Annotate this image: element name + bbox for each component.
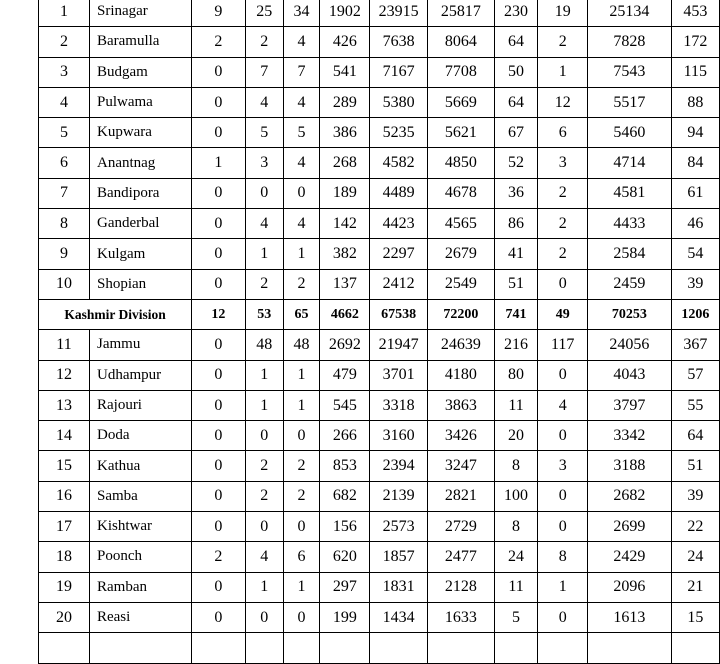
value-cell-3: 5 bbox=[283, 118, 319, 148]
value-cell-6: 1633 bbox=[427, 602, 494, 632]
value-cell-3: 1 bbox=[283, 239, 319, 269]
value-cell-5: 5380 bbox=[370, 87, 427, 117]
empty-cell bbox=[494, 633, 537, 663]
value-cell-6: 72200 bbox=[427, 299, 494, 329]
value-cell-5: 4423 bbox=[370, 209, 427, 239]
value-cell-3: 0 bbox=[283, 178, 319, 208]
value-cell-3: 7 bbox=[283, 57, 319, 87]
value-cell-5: 2573 bbox=[370, 512, 427, 542]
value-cell-2: 25 bbox=[245, 0, 283, 27]
value-cell-1: 0 bbox=[192, 451, 246, 481]
value-cell-10: 15 bbox=[671, 602, 719, 632]
district-name-cell: Rajouri bbox=[89, 390, 191, 420]
value-cell-4: 297 bbox=[320, 572, 370, 602]
district-name-cell: Kulgam bbox=[89, 239, 191, 269]
empty-cell bbox=[283, 633, 319, 663]
value-cell-1: 0 bbox=[192, 421, 246, 451]
value-cell-5: 7167 bbox=[370, 57, 427, 87]
table-row bbox=[39, 57, 720, 87]
value-cell-2: 2 bbox=[245, 451, 283, 481]
value-cell-5: 2412 bbox=[370, 269, 427, 299]
value-cell-7: 50 bbox=[494, 57, 537, 87]
value-cell-7: 11 bbox=[494, 572, 537, 602]
value-cell-8: 2 bbox=[538, 178, 588, 208]
value-cell-4: 545 bbox=[320, 390, 370, 420]
value-cell-3: 4 bbox=[283, 148, 319, 178]
value-cell-10: 367 bbox=[671, 330, 719, 360]
value-cell-1: 0 bbox=[192, 209, 246, 239]
value-cell-1: 0 bbox=[192, 481, 246, 511]
value-cell-6: 5669 bbox=[427, 87, 494, 117]
value-cell-3: 4 bbox=[283, 209, 319, 239]
value-cell-6: 4678 bbox=[427, 178, 494, 208]
value-cell-5: 3701 bbox=[370, 360, 427, 390]
value-cell-1: 0 bbox=[192, 330, 246, 360]
value-cell-3: 2 bbox=[283, 269, 319, 299]
table-row bbox=[39, 269, 720, 299]
value-cell-1: 12 bbox=[192, 299, 246, 329]
value-cell-2: 2 bbox=[245, 481, 283, 511]
serial-number-cell: 8 bbox=[39, 209, 90, 239]
value-cell-5: 2139 bbox=[370, 481, 427, 511]
division-summary-row bbox=[39, 299, 720, 329]
value-cell-1: 0 bbox=[192, 87, 246, 117]
value-cell-1: 0 bbox=[192, 360, 246, 390]
district-data-table bbox=[38, 0, 720, 664]
value-cell-5: 4582 bbox=[370, 148, 427, 178]
table-row bbox=[39, 360, 720, 390]
empty-cell bbox=[370, 633, 427, 663]
district-name-cell: Shopian bbox=[89, 269, 191, 299]
value-cell-4: 137 bbox=[320, 269, 370, 299]
division-name-cell: Kashmir Division bbox=[39, 299, 192, 329]
serial-number-cell: 7 bbox=[39, 178, 90, 208]
value-cell-7: 64 bbox=[494, 27, 537, 57]
serial-number-cell: 1 bbox=[39, 0, 90, 27]
value-cell-7: 64 bbox=[494, 87, 537, 117]
table-row bbox=[39, 542, 720, 572]
value-cell-9: 3797 bbox=[588, 390, 671, 420]
value-cell-9: 24056 bbox=[588, 330, 671, 360]
value-cell-5: 2297 bbox=[370, 239, 427, 269]
value-cell-10: 22 bbox=[671, 512, 719, 542]
value-cell-5: 21947 bbox=[370, 330, 427, 360]
value-cell-9: 3342 bbox=[588, 421, 671, 451]
value-cell-2: 1 bbox=[245, 239, 283, 269]
value-cell-2: 3 bbox=[245, 148, 283, 178]
value-cell-3: 0 bbox=[283, 421, 319, 451]
value-cell-5: 4489 bbox=[370, 178, 427, 208]
value-cell-4: 268 bbox=[320, 148, 370, 178]
value-cell-5: 7638 bbox=[370, 27, 427, 57]
value-cell-9: 1613 bbox=[588, 602, 671, 632]
value-cell-4: 682 bbox=[320, 481, 370, 511]
value-cell-9: 2096 bbox=[588, 572, 671, 602]
empty-cell bbox=[588, 633, 671, 663]
value-cell-7: 20 bbox=[494, 421, 537, 451]
value-cell-2: 4 bbox=[245, 209, 283, 239]
district-name-cell: Kupwara bbox=[89, 118, 191, 148]
value-cell-3: 34 bbox=[283, 0, 319, 27]
value-cell-8: 1 bbox=[538, 57, 588, 87]
value-cell-9: 5517 bbox=[588, 87, 671, 117]
value-cell-4: 386 bbox=[320, 118, 370, 148]
value-cell-1: 2 bbox=[192, 542, 246, 572]
empty-cell bbox=[427, 633, 494, 663]
value-cell-4: 156 bbox=[320, 512, 370, 542]
value-cell-2: 2 bbox=[245, 27, 283, 57]
value-cell-6: 5621 bbox=[427, 118, 494, 148]
empty-cell bbox=[538, 633, 588, 663]
value-cell-8: 0 bbox=[538, 512, 588, 542]
value-cell-5: 2394 bbox=[370, 451, 427, 481]
value-cell-8: 117 bbox=[538, 330, 588, 360]
value-cell-4: 142 bbox=[320, 209, 370, 239]
value-cell-7: 36 bbox=[494, 178, 537, 208]
value-cell-7: 52 bbox=[494, 148, 537, 178]
serial-number-cell: 9 bbox=[39, 239, 90, 269]
value-cell-8: 0 bbox=[538, 481, 588, 511]
value-cell-8: 19 bbox=[538, 0, 588, 27]
value-cell-9: 2584 bbox=[588, 239, 671, 269]
value-cell-1: 0 bbox=[192, 512, 246, 542]
value-cell-8: 8 bbox=[538, 542, 588, 572]
value-cell-6: 25817 bbox=[427, 0, 494, 27]
value-cell-7: 67 bbox=[494, 118, 537, 148]
value-cell-6: 7708 bbox=[427, 57, 494, 87]
value-cell-7: 24 bbox=[494, 542, 537, 572]
value-cell-4: 189 bbox=[320, 178, 370, 208]
district-name-cell: Samba bbox=[89, 481, 191, 511]
value-cell-10: 24 bbox=[671, 542, 719, 572]
value-cell-9: 4714 bbox=[588, 148, 671, 178]
value-cell-9: 3188 bbox=[588, 451, 671, 481]
value-cell-8: 49 bbox=[538, 299, 588, 329]
value-cell-4: 1902 bbox=[320, 0, 370, 27]
value-cell-9: 2699 bbox=[588, 512, 671, 542]
district-name-cell: Ramban bbox=[89, 572, 191, 602]
district-name-cell: Kathua bbox=[89, 451, 191, 481]
value-cell-2: 0 bbox=[245, 512, 283, 542]
value-cell-7: 216 bbox=[494, 330, 537, 360]
serial-number-cell: 4 bbox=[39, 87, 90, 117]
district-name-cell: Budgam bbox=[89, 57, 191, 87]
serial-number-cell: 15 bbox=[39, 451, 90, 481]
value-cell-3: 2 bbox=[283, 481, 319, 511]
table-row bbox=[39, 481, 720, 511]
value-cell-1: 0 bbox=[192, 602, 246, 632]
value-cell-3: 48 bbox=[283, 330, 319, 360]
district-name-cell: Srinagar bbox=[89, 0, 191, 27]
value-cell-7: 230 bbox=[494, 0, 537, 27]
value-cell-5: 23915 bbox=[370, 0, 427, 27]
value-cell-2: 1 bbox=[245, 572, 283, 602]
serial-number-cell: 10 bbox=[39, 269, 90, 299]
district-name-cell: Jammu bbox=[89, 330, 191, 360]
value-cell-4: 853 bbox=[320, 451, 370, 481]
value-cell-2: 53 bbox=[245, 299, 283, 329]
value-cell-10: 21 bbox=[671, 572, 719, 602]
serial-number-cell: 3 bbox=[39, 57, 90, 87]
table-row bbox=[39, 209, 720, 239]
value-cell-7: 8 bbox=[494, 451, 537, 481]
table-row bbox=[39, 512, 720, 542]
value-cell-10: 51 bbox=[671, 451, 719, 481]
value-cell-1: 2 bbox=[192, 27, 246, 57]
value-cell-8: 3 bbox=[538, 451, 588, 481]
value-cell-7: 741 bbox=[494, 299, 537, 329]
value-cell-2: 1 bbox=[245, 390, 283, 420]
table-body bbox=[39, 0, 720, 663]
value-cell-8: 2 bbox=[538, 27, 588, 57]
serial-number-cell: 12 bbox=[39, 360, 90, 390]
value-cell-7: 41 bbox=[494, 239, 537, 269]
value-cell-3: 6 bbox=[283, 542, 319, 572]
value-cell-9: 7543 bbox=[588, 57, 671, 87]
value-cell-8: 2 bbox=[538, 209, 588, 239]
value-cell-6: 2821 bbox=[427, 481, 494, 511]
value-cell-4: 4662 bbox=[320, 299, 370, 329]
value-cell-2: 48 bbox=[245, 330, 283, 360]
value-cell-7: 100 bbox=[494, 481, 537, 511]
value-cell-10: 61 bbox=[671, 178, 719, 208]
value-cell-10: 88 bbox=[671, 87, 719, 117]
value-cell-9: 5460 bbox=[588, 118, 671, 148]
value-cell-9: 4433 bbox=[588, 209, 671, 239]
value-cell-4: 266 bbox=[320, 421, 370, 451]
value-cell-10: 94 bbox=[671, 118, 719, 148]
value-cell-9: 4581 bbox=[588, 178, 671, 208]
value-cell-10: 1206 bbox=[671, 299, 719, 329]
serial-number-cell: 6 bbox=[39, 148, 90, 178]
district-name-cell: Bandipora bbox=[89, 178, 191, 208]
value-cell-7: 11 bbox=[494, 390, 537, 420]
table-row bbox=[39, 87, 720, 117]
table-row bbox=[39, 27, 720, 57]
district-name-cell: Pulwama bbox=[89, 87, 191, 117]
table-row bbox=[39, 421, 720, 451]
empty-cell bbox=[320, 633, 370, 663]
value-cell-2: 2 bbox=[245, 269, 283, 299]
value-cell-6: 2679 bbox=[427, 239, 494, 269]
serial-number-cell: 16 bbox=[39, 481, 90, 511]
district-name-cell: Udhampur bbox=[89, 360, 191, 390]
value-cell-1: 0 bbox=[192, 239, 246, 269]
value-cell-10: 54 bbox=[671, 239, 719, 269]
value-cell-8: 6 bbox=[538, 118, 588, 148]
value-cell-5: 1434 bbox=[370, 602, 427, 632]
district-name-cell: Ganderbal bbox=[89, 209, 191, 239]
serial-number-cell: 14 bbox=[39, 421, 90, 451]
value-cell-8: 0 bbox=[538, 602, 588, 632]
value-cell-8: 0 bbox=[538, 360, 588, 390]
district-name-cell: Anantnag bbox=[89, 148, 191, 178]
value-cell-6: 2729 bbox=[427, 512, 494, 542]
value-cell-6: 8064 bbox=[427, 27, 494, 57]
value-cell-10: 57 bbox=[671, 360, 719, 390]
table-row bbox=[39, 330, 720, 360]
value-cell-9: 7828 bbox=[588, 27, 671, 57]
value-cell-6: 3426 bbox=[427, 421, 494, 451]
value-cell-6: 3247 bbox=[427, 451, 494, 481]
table-row bbox=[39, 390, 720, 420]
value-cell-1: 9 bbox=[192, 0, 246, 27]
value-cell-7: 5 bbox=[494, 602, 537, 632]
table-row bbox=[39, 0, 720, 27]
empty-cell bbox=[89, 633, 191, 663]
value-cell-8: 12 bbox=[538, 87, 588, 117]
value-cell-6: 4180 bbox=[427, 360, 494, 390]
value-cell-5: 1831 bbox=[370, 572, 427, 602]
table-row bbox=[39, 451, 720, 481]
value-cell-2: 5 bbox=[245, 118, 283, 148]
empty-cell bbox=[39, 633, 90, 663]
value-cell-3: 1 bbox=[283, 390, 319, 420]
value-cell-1: 0 bbox=[192, 57, 246, 87]
value-cell-9: 70253 bbox=[588, 299, 671, 329]
value-cell-9: 25134 bbox=[588, 0, 671, 27]
value-cell-3: 0 bbox=[283, 602, 319, 632]
empty-cell bbox=[245, 633, 283, 663]
table-row bbox=[39, 118, 720, 148]
value-cell-5: 3160 bbox=[370, 421, 427, 451]
value-cell-2: 0 bbox=[245, 178, 283, 208]
serial-number-cell: 17 bbox=[39, 512, 90, 542]
value-cell-6: 2477 bbox=[427, 542, 494, 572]
value-cell-1: 1 bbox=[192, 148, 246, 178]
value-cell-5: 3318 bbox=[370, 390, 427, 420]
value-cell-4: 426 bbox=[320, 27, 370, 57]
district-name-cell: Baramulla bbox=[89, 27, 191, 57]
value-cell-8: 0 bbox=[538, 421, 588, 451]
value-cell-3: 1 bbox=[283, 360, 319, 390]
value-cell-4: 479 bbox=[320, 360, 370, 390]
value-cell-4: 289 bbox=[320, 87, 370, 117]
value-cell-6: 4565 bbox=[427, 209, 494, 239]
value-cell-10: 46 bbox=[671, 209, 719, 239]
empty-cell bbox=[671, 633, 719, 663]
value-cell-6: 2549 bbox=[427, 269, 494, 299]
value-cell-6: 4850 bbox=[427, 148, 494, 178]
value-cell-10: 84 bbox=[671, 148, 719, 178]
value-cell-3: 2 bbox=[283, 451, 319, 481]
value-cell-10: 172 bbox=[671, 27, 719, 57]
value-cell-10: 55 bbox=[671, 390, 719, 420]
value-cell-5: 1857 bbox=[370, 542, 427, 572]
value-cell-8: 4 bbox=[538, 390, 588, 420]
value-cell-5: 67538 bbox=[370, 299, 427, 329]
table-row bbox=[39, 602, 720, 632]
value-cell-3: 0 bbox=[283, 512, 319, 542]
value-cell-3: 65 bbox=[283, 299, 319, 329]
value-cell-2: 7 bbox=[245, 57, 283, 87]
value-cell-4: 2692 bbox=[320, 330, 370, 360]
table-row bbox=[39, 239, 720, 269]
value-cell-3: 4 bbox=[283, 87, 319, 117]
district-name-cell: Kishtwar bbox=[89, 512, 191, 542]
value-cell-3: 4 bbox=[283, 27, 319, 57]
serial-number-cell: 19 bbox=[39, 572, 90, 602]
value-cell-10: 115 bbox=[671, 57, 719, 87]
value-cell-1: 0 bbox=[192, 118, 246, 148]
table-row bbox=[39, 572, 720, 602]
value-cell-6: 24639 bbox=[427, 330, 494, 360]
value-cell-7: 80 bbox=[494, 360, 537, 390]
value-cell-2: 1 bbox=[245, 360, 283, 390]
value-cell-4: 382 bbox=[320, 239, 370, 269]
serial-number-cell: 20 bbox=[39, 602, 90, 632]
value-cell-2: 0 bbox=[245, 602, 283, 632]
value-cell-9: 4043 bbox=[588, 360, 671, 390]
value-cell-7: 86 bbox=[494, 209, 537, 239]
value-cell-4: 199 bbox=[320, 602, 370, 632]
value-cell-1: 0 bbox=[192, 178, 246, 208]
table-row bbox=[39, 178, 720, 208]
serial-number-cell: 11 bbox=[39, 330, 90, 360]
value-cell-6: 3863 bbox=[427, 390, 494, 420]
serial-number-cell: 13 bbox=[39, 390, 90, 420]
value-cell-6: 2128 bbox=[427, 572, 494, 602]
value-cell-10: 64 bbox=[671, 421, 719, 451]
serial-number-cell: 18 bbox=[39, 542, 90, 572]
value-cell-3: 1 bbox=[283, 572, 319, 602]
value-cell-2: 0 bbox=[245, 421, 283, 451]
value-cell-2: 4 bbox=[245, 542, 283, 572]
district-name-cell: Poonch bbox=[89, 542, 191, 572]
value-cell-7: 8 bbox=[494, 512, 537, 542]
value-cell-1: 0 bbox=[192, 572, 246, 602]
value-cell-1: 0 bbox=[192, 269, 246, 299]
value-cell-9: 2459 bbox=[588, 269, 671, 299]
district-name-cell: Reasi bbox=[89, 602, 191, 632]
value-cell-4: 541 bbox=[320, 57, 370, 87]
value-cell-9: 2682 bbox=[588, 481, 671, 511]
serial-number-cell: 5 bbox=[39, 118, 90, 148]
value-cell-9: 2429 bbox=[588, 542, 671, 572]
value-cell-8: 0 bbox=[538, 269, 588, 299]
value-cell-4: 620 bbox=[320, 542, 370, 572]
table-row-partial bbox=[39, 633, 720, 663]
value-cell-10: 453 bbox=[671, 0, 719, 27]
value-cell-2: 4 bbox=[245, 87, 283, 117]
value-cell-8: 2 bbox=[538, 239, 588, 269]
value-cell-7: 51 bbox=[494, 269, 537, 299]
value-cell-8: 3 bbox=[538, 148, 588, 178]
value-cell-1: 0 bbox=[192, 390, 246, 420]
value-cell-10: 39 bbox=[671, 269, 719, 299]
value-cell-5: 5235 bbox=[370, 118, 427, 148]
value-cell-8: 1 bbox=[538, 572, 588, 602]
empty-cell bbox=[192, 633, 246, 663]
district-name-cell: Doda bbox=[89, 421, 191, 451]
serial-number-cell: 2 bbox=[39, 27, 90, 57]
table-row bbox=[39, 148, 720, 178]
value-cell-10: 39 bbox=[671, 481, 719, 511]
